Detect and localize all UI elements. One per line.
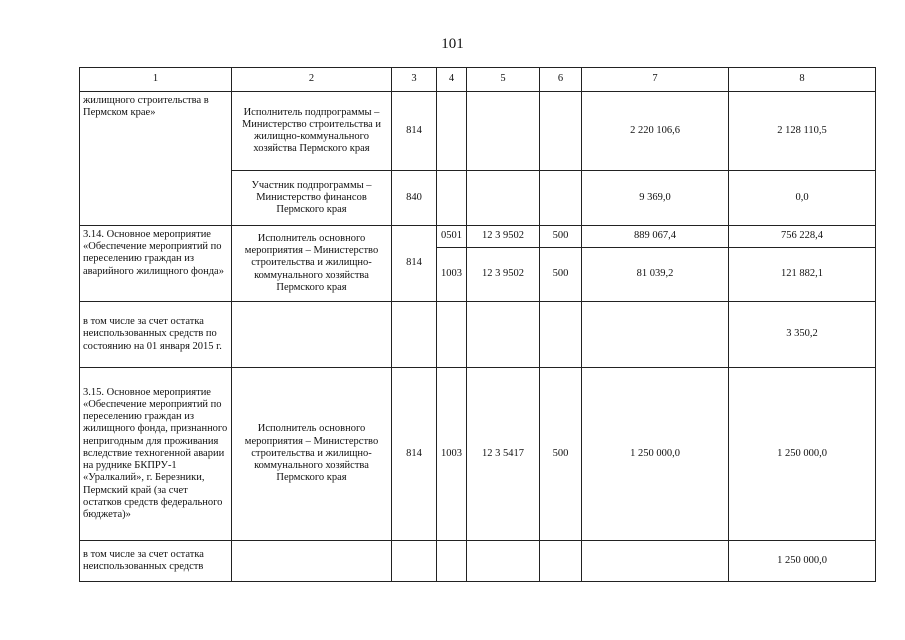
executor-cell: Участник подпрограммы – Министерство финансов Пермского края: [232, 171, 392, 226]
amount-col7-cell: [582, 302, 729, 368]
amount-col7-cell: 1 250 000,0: [582, 368, 729, 541]
column-header: 6: [540, 68, 582, 92]
column-header: 7: [582, 68, 729, 92]
target-article-cell: 12 3 9502: [467, 226, 540, 248]
amount-col8-cell: 0,0: [729, 171, 876, 226]
amount-col7-cell: 9 369,0: [582, 171, 729, 226]
section-code-cell: 1003: [437, 248, 467, 302]
expense-type-cell: [540, 92, 582, 171]
column-header: 5: [467, 68, 540, 92]
amount-col7-cell: 889 067,4: [582, 226, 729, 248]
target-article-cell: 12 3 5417: [467, 368, 540, 541]
section-code-cell: [437, 302, 467, 368]
header-row: [80, 68, 876, 92]
section-code-cell: [437, 92, 467, 171]
column-header: 3: [392, 68, 437, 92]
section-code-cell: [437, 171, 467, 226]
target-article-cell: [467, 171, 540, 226]
target-article-cell: [467, 302, 540, 368]
expense-type-cell: 500: [540, 368, 582, 541]
section-code-cell: [437, 541, 467, 582]
amount-col8-cell: 756 228,4: [729, 226, 876, 248]
page-number: 101: [441, 36, 464, 52]
executor-cell: Исполнитель основного мероприятия – Министерство строительства и жилищно-коммунального хозяйства Пермского края: [232, 226, 392, 302]
target-article-cell: [467, 541, 540, 582]
table-row: [80, 92, 876, 171]
expense-type-cell: 500: [540, 226, 582, 248]
column-header: 8: [729, 68, 876, 92]
table-row: [80, 368, 876, 541]
amount-col8-cell: 2 128 110,5: [729, 92, 876, 171]
target-article-cell: 12 3 9502: [467, 248, 540, 302]
measure-name-cell: в том числе за счет остатка неиспользованных средств: [80, 541, 232, 582]
table-row: [80, 226, 876, 248]
column-header: 2: [232, 68, 392, 92]
ministry-code-cell: 814: [392, 226, 437, 302]
amount-col7-cell: 2 220 106,6: [582, 92, 729, 171]
measure-name-cell: жилищного строительства в Пермском крае»: [80, 92, 232, 226]
executor-cell: [232, 541, 392, 582]
amount-col8-cell: 3 350,2: [729, 302, 876, 368]
ministry-code-cell: [392, 302, 437, 368]
executor-cell: Исполнитель подпрограммы – Министерство строительства и жилищно-коммунального хозяйства Пермского края: [232, 92, 392, 171]
measure-name-cell: 3.14. Основное мероприятие «Обеспечение мероприятий по переселению граждан из аварийного жилищного фонда»: [80, 226, 232, 302]
amount-col8-cell: 1 250 000,0: [729, 368, 876, 541]
budget-table: [79, 67, 876, 582]
amount-col7-cell: [582, 541, 729, 582]
expense-type-cell: 500: [540, 248, 582, 302]
ministry-code-cell: 840: [392, 171, 437, 226]
expense-type-cell: [540, 171, 582, 226]
table-row: [80, 541, 876, 582]
ministry-code-cell: 814: [392, 92, 437, 171]
column-header: 1: [80, 68, 232, 92]
column-header: 4: [437, 68, 467, 92]
executor-cell: Исполнитель основного мероприятия – Министерство строительства и жилищно-коммунального хозяйства Пермского края: [232, 368, 392, 541]
amount-col8-cell: 121 882,1: [729, 248, 876, 302]
table-row: [80, 302, 876, 368]
expense-type-cell: [540, 541, 582, 582]
measure-name-cell: 3.15. Основное мероприятие «Обеспечение мероприятий по переселению граждан из жилищного фонда, признанного непригодным для проживания вследствие техногенной аварии на руднике БКПРУ-1 «Уралкалий», г. Березники, Пермский край (за счет остатков средств федерального бюджета)»: [80, 368, 232, 541]
amount-col8-cell: 1 250 000,0: [729, 541, 876, 582]
amount-col7-cell: 81 039,2: [582, 248, 729, 302]
section-code-cell: 1003: [437, 368, 467, 541]
expense-type-cell: [540, 302, 582, 368]
ministry-code-cell: [392, 541, 437, 582]
measure-name-cell: в том числе за счет остатка неиспользованных средств по состоянию на 01 января 2015 г.: [80, 302, 232, 368]
executor-cell: [232, 302, 392, 368]
ministry-code-cell: 814: [392, 368, 437, 541]
section-code-cell: 0501: [437, 226, 467, 248]
target-article-cell: [467, 92, 540, 171]
